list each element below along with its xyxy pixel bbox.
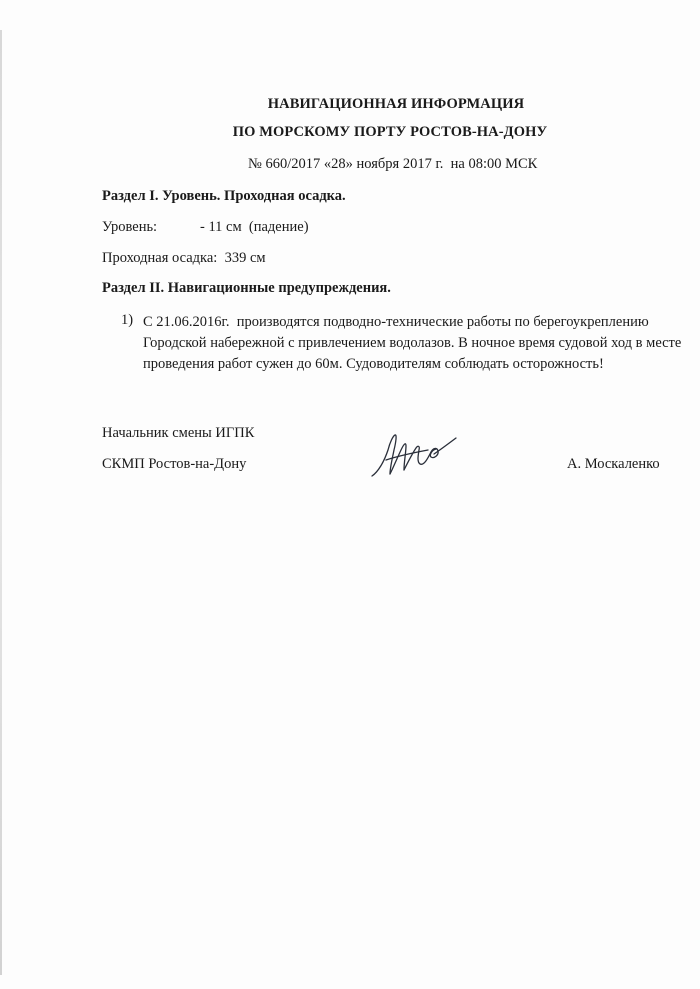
warning-number: 1) — [121, 312, 134, 328]
section2-heading: Раздел II. Навигационные предупреждения. — [102, 280, 391, 296]
document-number-date: № 660/2017 «28» ноября 2017 г. на 08:00 МСК — [248, 156, 538, 172]
signatory-name: А. Москаленко — [567, 456, 660, 472]
warning-text — [143, 312, 688, 375]
document-subtitle: ПО МОРСКОМУ ПОРТУ РОСТОВ-НА-ДОНУ — [232, 124, 548, 140]
document-title: НАВИГАЦИОННАЯ ИНФОРМАЦИЯ — [267, 96, 525, 112]
level-value: - 11 см (падение) — [200, 219, 309, 235]
draft-value: Проходная осадка: 339 см — [102, 250, 266, 266]
section1-heading: Раздел I. Уровень. Проходная осадка. — [102, 188, 346, 204]
warning-line: Городской набережной с привлечением водолазов. В ночное время судовой ход в месте — [143, 335, 682, 351]
warning-line: проведения работ сужен до 60м. Судоводителям соблюдать осторожность! — [143, 356, 604, 372]
signatory-position: Начальник смены ИГПК — [102, 425, 255, 441]
signature-strokes — [372, 435, 456, 476]
warning-line: С 21.06.2016г. производятся подводно-технические работы по берегоукреплению — [143, 314, 649, 330]
handwritten-signature — [368, 432, 460, 480]
signatory-organization: СКМП Ростов-на-Дону — [102, 456, 247, 472]
level-label: Уровень: — [102, 219, 158, 235]
scan-edge-shadow — [0, 30, 2, 975]
